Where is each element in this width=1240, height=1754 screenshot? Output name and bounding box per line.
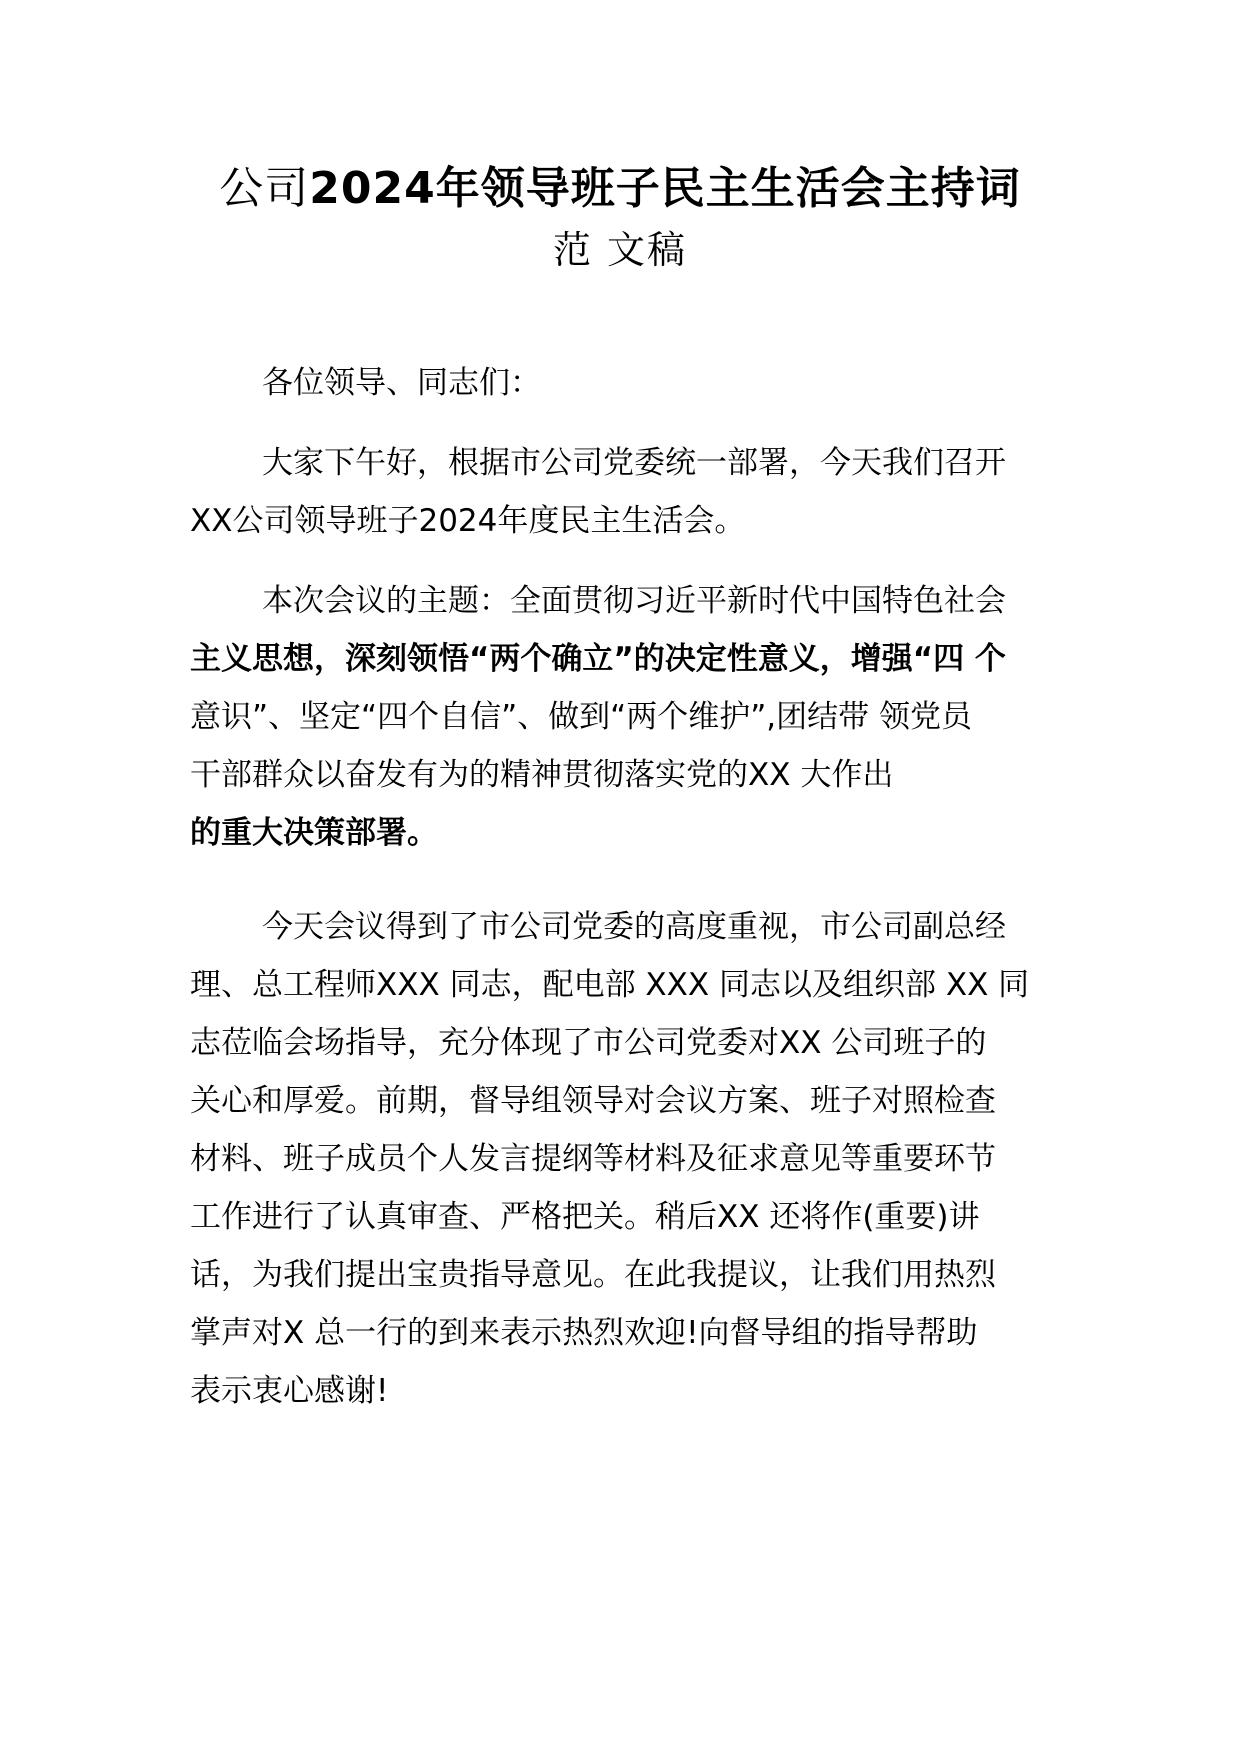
paragraph-2 [190, 572, 1060, 862]
paragraph-3-line: 工作进行了认真审查、严格把关。稍后XX 还将作(重要)讲 [190, 1199, 980, 1235]
paragraph-3-line: 今天会议得到了市公司党委的高度重视，市公司副总经 [262, 909, 1006, 945]
paragraph-1 [190, 434, 1060, 550]
title-line-2: 范 文稿 [552, 228, 688, 272]
paragraph-3 [190, 898, 1060, 1420]
document-body [190, 354, 1060, 1420]
paragraph-3-line: 掌声对X 总一行的到来表示热烈欢迎!向督导组的指导帮助 [190, 1315, 978, 1351]
paragraph-2-line: 主义思想，深刻领悟“两个确立”的决定性意义，增强“四 个 [190, 641, 1006, 677]
paragraph-3-line: 材料、班子成员个人发言提纲等材料及征求意见等重要环节 [190, 1141, 996, 1177]
paragraph-1-line: XX公司领导班子2024年度民主生活会。 [190, 503, 746, 539]
paragraph-3-line: 理、总工程师XXX 同志，配电部 XXX 同志以及组织部 XX 同 [190, 967, 1030, 1003]
paragraph-2-line: 意识”、坚定“四个自信”、做到“两个维护”,团结带 领党员 [190, 699, 973, 735]
document-title [0, 158, 1240, 280]
paragraph-1-line: 大家下午好，根据市公司党委统一部署，今天我们召开 [262, 445, 1006, 481]
title-prefix: 公司 [219, 163, 310, 214]
paragraph-2-line: 本次会议的主题：全面贯彻习近平新时代中国特色社会 [262, 583, 1006, 619]
paragraph-3-line: 关心和厚爱。前期，督导组领导对会议方案、班子对照检查 [190, 1083, 996, 1119]
paragraph-3-line: 表示衷心感谢! [190, 1373, 389, 1409]
paragraph-3-line: 话，为我们提出宝贵指导意见。在此我提议，让我们用热烈 [190, 1257, 996, 1293]
paragraph-3-line: 志莅临会场指导，充分体现了市公司党委对XX 公司班子的 [190, 1025, 987, 1061]
title-main: 2024年领导班子民主生活会主持词 [309, 163, 1021, 214]
salutation: 各位领导、同志们： [262, 365, 541, 401]
title-line-1 [0, 158, 1240, 220]
paragraph-2-line: 的重大决策部署。 [190, 815, 438, 851]
paragraph-2-line: 干部群众以奋发有为的精神贯彻落实党的XX 大作出 [190, 757, 894, 793]
